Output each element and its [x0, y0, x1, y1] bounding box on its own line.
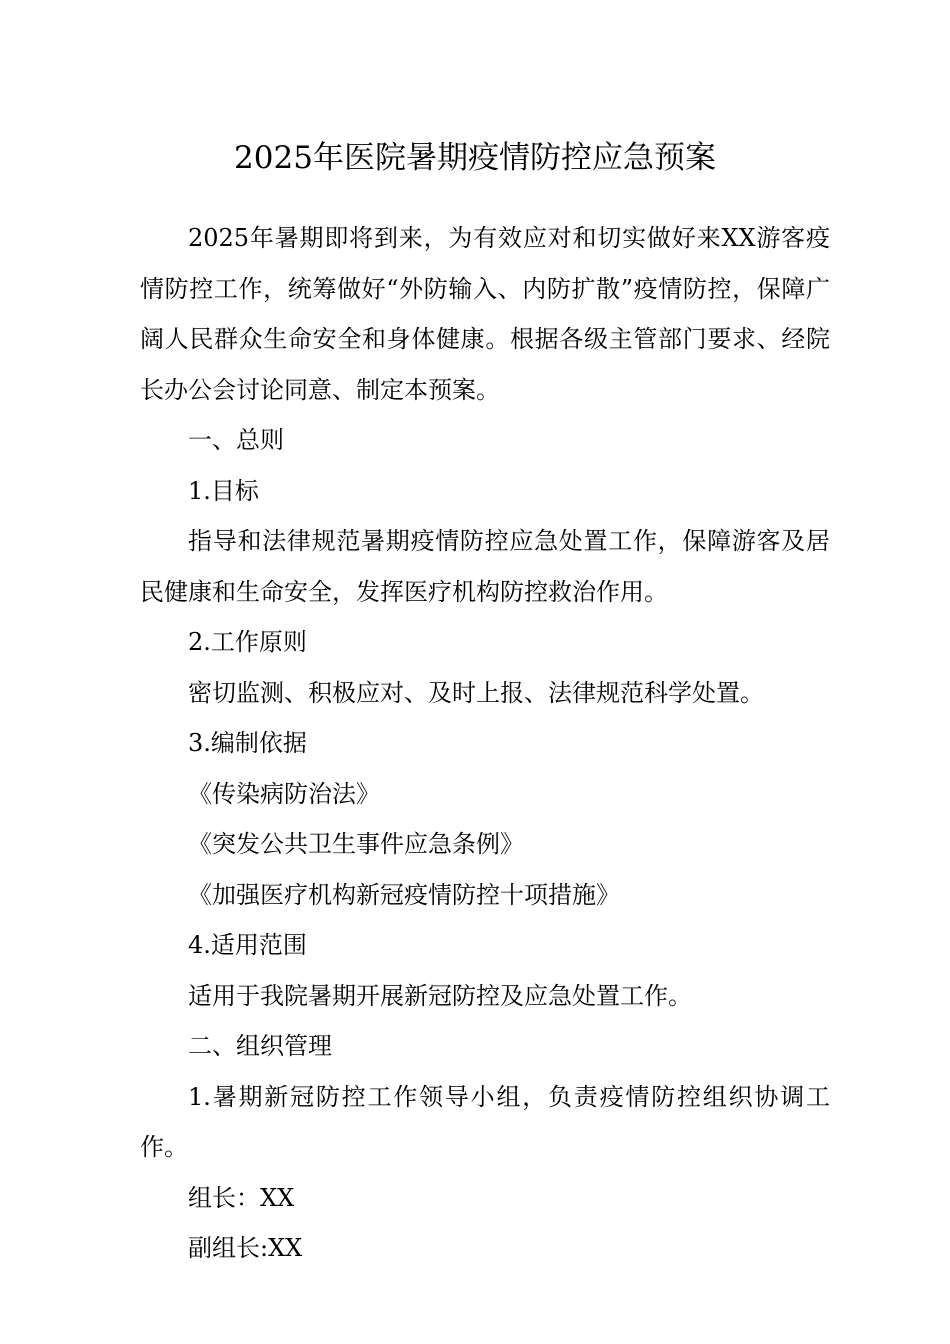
subheading-scope: 4.适用范围 — [188, 931, 307, 959]
basis-item-law: 《传染病防治法》 — [188, 779, 380, 808]
document-body — [140, 213, 830, 1274]
subheading-basis: 3.编制依据 — [188, 729, 307, 757]
goal-paragraph: 指导和法律规范暑期疫情防控应急处置工作，保障游客及居民健康和生命安全，发挥医疗机构防控救治作用。 — [140, 527, 830, 606]
subheading-goal: 1.目标 — [188, 476, 259, 505]
section-heading-general: 一、总则 — [188, 426, 284, 454]
team-leader: 组长：XX — [188, 1183, 295, 1212]
team-deputy-leader: 副组长:XX — [188, 1234, 303, 1262]
subheading-principles: 2.工作原则 — [188, 628, 307, 656]
section-heading-organization: 二、组织管理 — [188, 1032, 332, 1060]
principles-paragraph: 密切监测、积极应对、及时上报、法律规范科学处置。 — [188, 678, 764, 707]
document-title: 2025年医院暑期疫情防控应急预案 — [234, 140, 716, 176]
basis-item-regulation: 《突发公共卫生事件应急条例》 — [188, 830, 524, 858]
basis-item-measures: 《加强医疗机构新冠疫情防控十项措施》 — [188, 880, 620, 909]
intro-paragraph: 2025年暑期即将到来，为有效应对和切实做好来XX游客疫情防控工作，统筹做好“外防输入、内防扩散”疫情防控，保障广阔人民群众生命安全和身体健康。根据各级主管部门要求、经院长办公会讨论同意、制定本预案。 — [140, 224, 830, 404]
scope-paragraph: 适用于我院暑期开展新冠防控及应急处置工作。 — [188, 981, 692, 1010]
organization-paragraph: 1.暑期新冠防控工作领导小组，负责疫情防控组织协调工作。 — [140, 1082, 830, 1161]
